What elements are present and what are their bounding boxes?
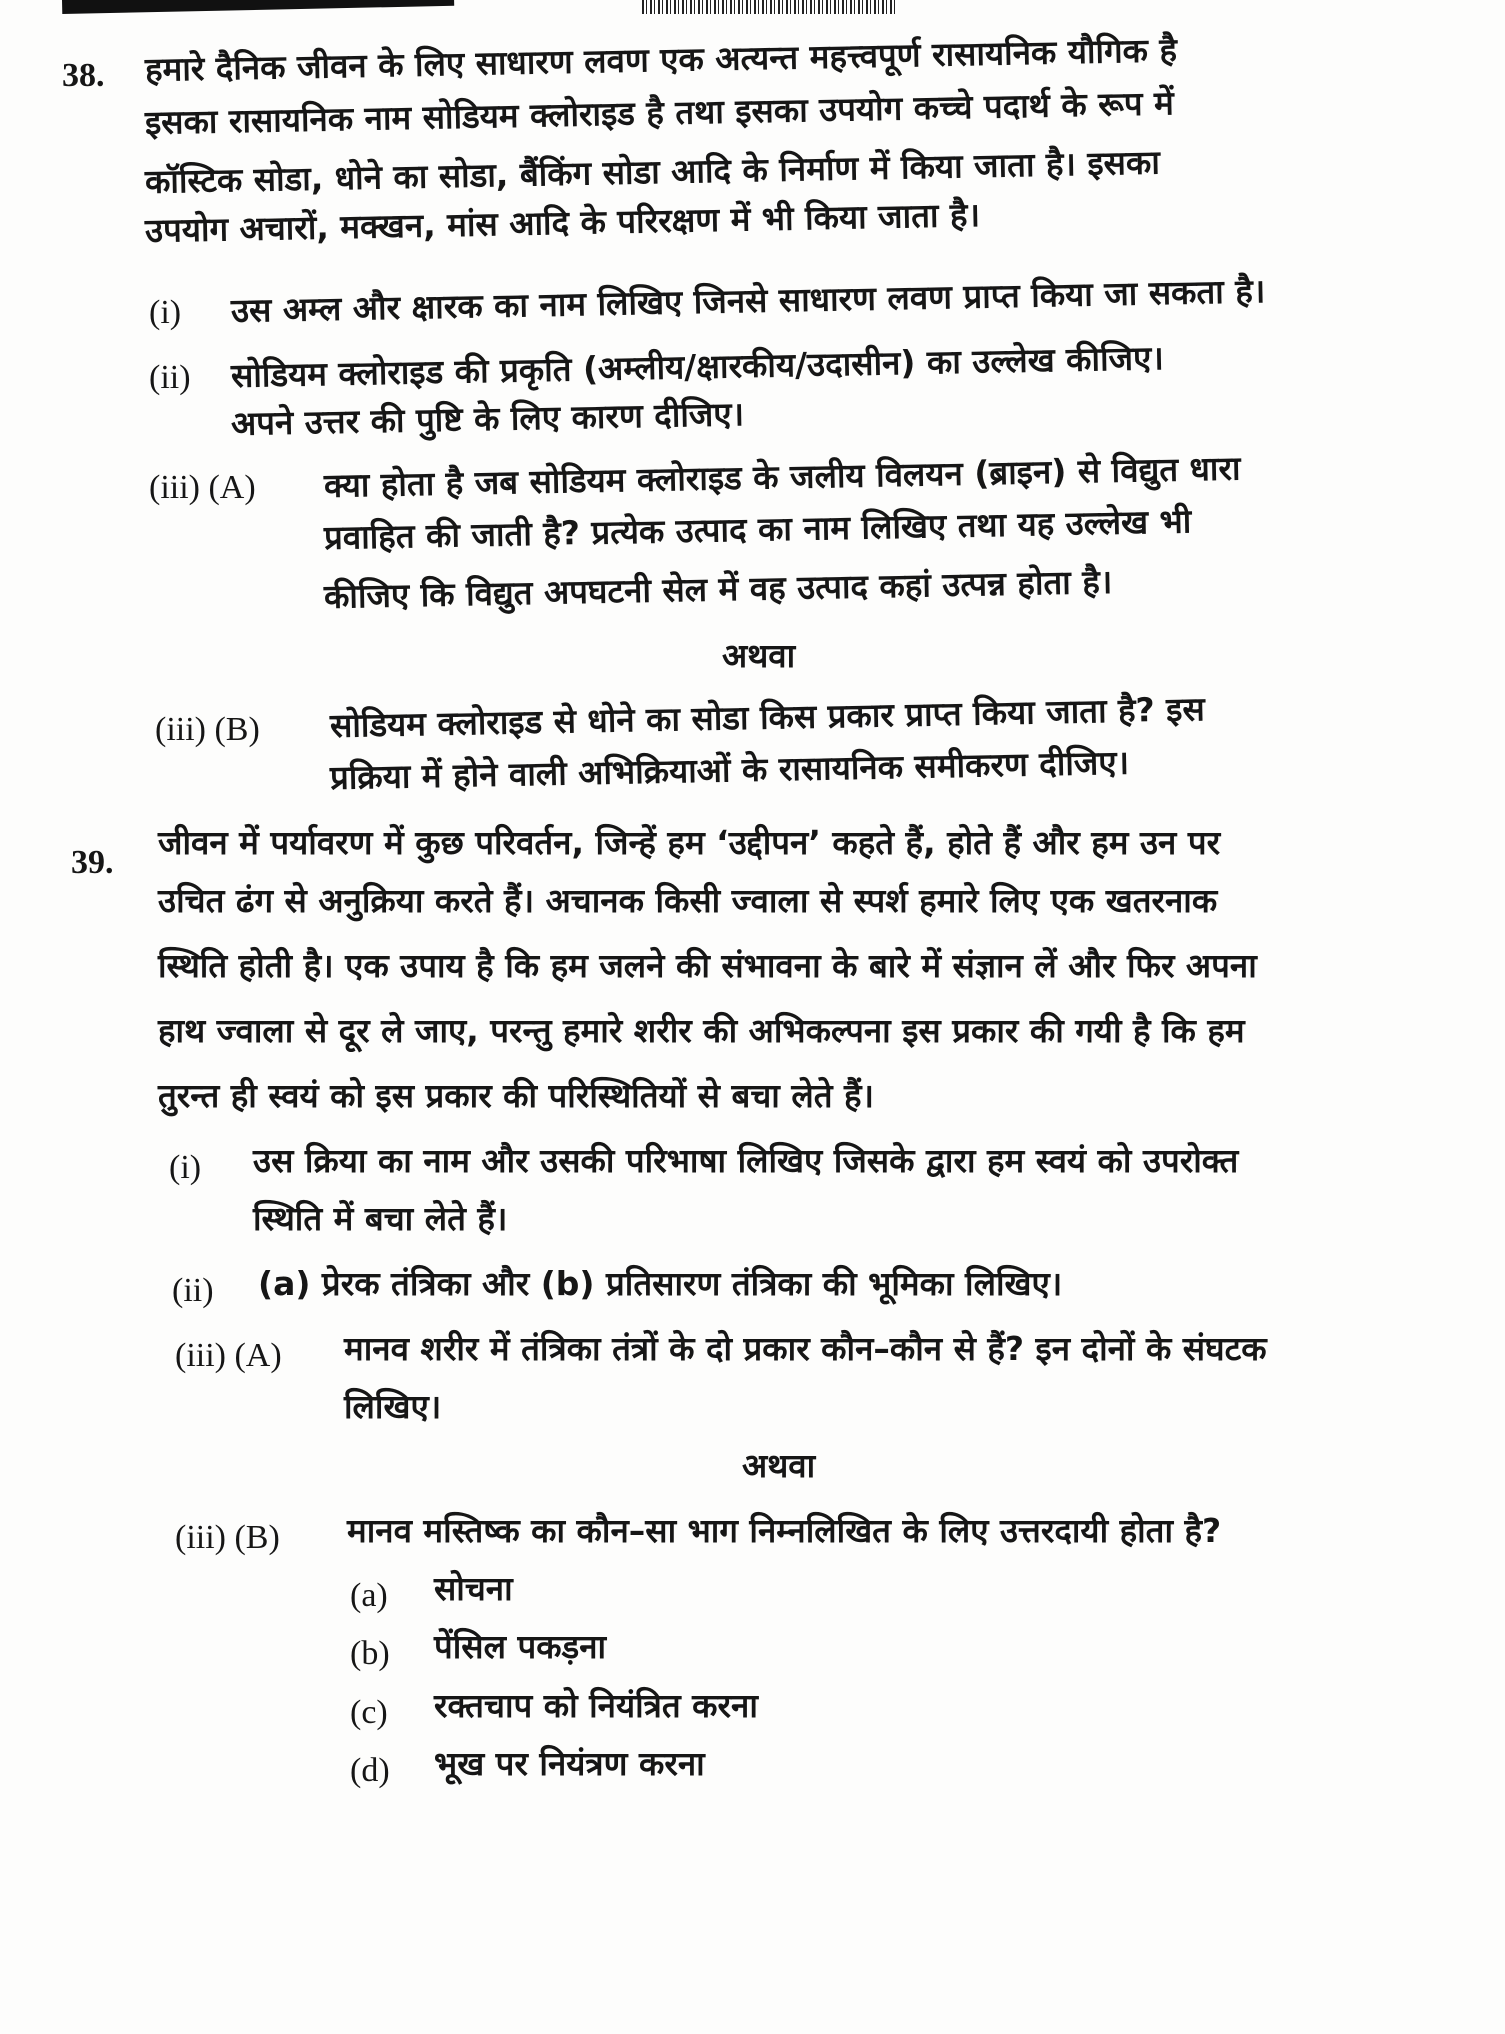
question-text-line: हाथ ज्वाला से दूर ले जाए, परन्तु हमारे शरीर की अभिकल्पना इस प्रकार की गयी है कि हम: [158, 1011, 1245, 1050]
or-separator: अथवा: [722, 636, 796, 675]
option-label: (d): [350, 1752, 390, 1789]
or-separator: अथवा: [742, 1446, 816, 1485]
option-label: (c): [350, 1694, 388, 1731]
part-label: (i): [169, 1149, 202, 1186]
question-text-line: स्थिति होती है। एक उपाय है कि हम जलने की संभावना के बारे में संज्ञान लें और फिर अपना: [158, 946, 1257, 985]
option-label: (b): [350, 1635, 390, 1672]
part-label: (iii) (B): [155, 711, 260, 748]
part-text-line: मानव मस्तिष्क का कौन–सा भाग निम्नलिखित के लिए उत्तरदायी होता है?: [347, 1511, 1222, 1550]
option-text: रक्तचाप को नियंत्रित करना: [434, 1686, 758, 1725]
part-label: (ii): [172, 1272, 214, 1309]
part-label: (ii): [149, 359, 191, 396]
part-label: (iii) (A): [175, 1337, 282, 1374]
part-text-line: प्रक्रिया में होने वाली अभिक्रियाओं के रासायनिक समीकरण दीजिए।: [329, 742, 1130, 797]
part-text-line: सोडियम क्लोराइड की प्रकृति (अम्लीय/क्षारकीय/उदासीन) का उल्लेख कीजिए।: [230, 338, 1165, 395]
question-number: 38.: [62, 57, 105, 94]
option-text: भूख पर नियंत्रण करना: [434, 1744, 705, 1783]
part-text-line: (a) प्रेरक तंत्रिका और (b) प्रतिसारण तंत्रिका की भूमिका लिखिए।: [258, 1264, 1063, 1303]
question-text-line: हमारे दैनिक जीवन के लिए साधारण लवण एक अत्यन्त महत्त्वपूर्ण रासायनिक यौगिक है: [144, 30, 1178, 89]
question-text-line: कॉस्टिक सोडा, धोने का सोडा, बैंकिंग सोडा आदि के निर्माण में किया जाता है। इसका: [144, 142, 1161, 201]
barcode: [642, 0, 898, 14]
part-label: (iii) (B): [175, 1519, 280, 1556]
part-text-line: कीजिए कि विद्युत अपघटनी सेल में वह उत्पाद कहां उत्पन्न होता है।: [323, 561, 1113, 616]
question-text-line: तुरन्त ही स्वयं को इस प्रकार की परिस्थितियों से बचा लेते हैं।: [158, 1076, 875, 1115]
header-rule: [62, 0, 454, 14]
part-label: (i): [149, 294, 182, 331]
part-text-line: अपने उत्तर की पुष्टि के लिए कारण दीजिए।: [230, 394, 745, 443]
part-text-line: प्रवाहित की जाती है? प्रत्येक उत्पाद का नाम लिखिए तथा यह उल्लेख भी: [323, 501, 1192, 557]
part-text-line: उस अम्ल और क्षारक का नाम लिखिए जिनसे साधारण लवण प्राप्त किया जा सकता है।: [230, 271, 1266, 330]
part-text-line: लिखिए।: [344, 1387, 442, 1426]
question-text-line: इसका रासायनिक नाम सोडियम क्लोराइड है तथा इसका उपयोग कच्चे पदार्थ के रूप में: [144, 83, 1175, 142]
question-text-line: उपयोग अचारों, मक्खन, मांस आदि के परिरक्षण में भी किया जाता है।: [144, 194, 981, 250]
question-number: 39.: [71, 844, 114, 881]
option-text: पेंसिल पकड़ना: [434, 1627, 607, 1666]
question-text-line: उचित ढंग से अनुक्रिया करते हैं। अचानक किसी ज्वाला से स्पर्श हमारे लिए एक खतरनाक: [158, 881, 1218, 920]
part-label: (iii) (A): [149, 469, 256, 506]
part-text-line: उस क्रिया का नाम और उसकी परिभाषा लिखिए जिसके द्वारा हम स्वयं को उपरोक्त: [253, 1141, 1239, 1180]
part-text-line: स्थिति में बचा लेते हैं।: [253, 1199, 508, 1238]
part-text-line: मानव शरीर में तंत्रिका तंत्रों के दो प्रकार कौन–कौन से हैं? इन दोनों के संघटक: [344, 1329, 1267, 1368]
option-text: सोचना: [434, 1569, 513, 1608]
option-label: (a): [350, 1577, 388, 1614]
part-text-line: क्या होता है जब सोडियम क्लोराइड के जलीय विलयन (ब्राइन) से विद्युत धारा: [323, 448, 1241, 505]
part-text-line: सोडियम क्लोराइड से धोने का सोडा किस प्रकार प्राप्त किया जाता है? इस: [329, 689, 1206, 745]
question-text-line: जीवन में पर्यावरण में कुछ परिवर्तन, जिन्हें हम ‘उद्दीपन’ कहते हैं, होते हैं और हम उन पर: [158, 823, 1221, 862]
